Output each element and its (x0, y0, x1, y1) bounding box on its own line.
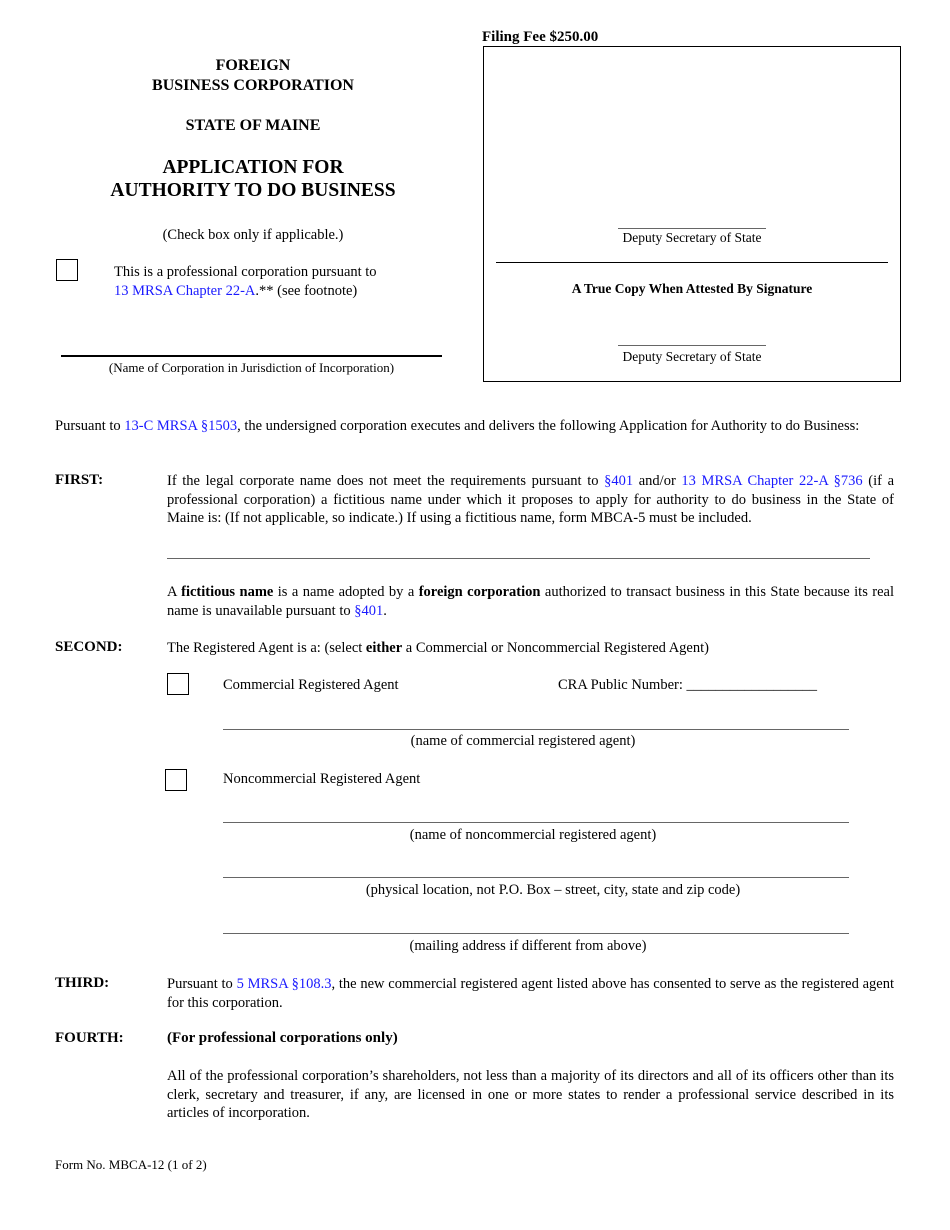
fourth-paragraph: All of the professional corporation’s shareholders, not less than a majority of its directors and all of its officers other than its clerk, secretary and treasurer, if any, are licensed in one or more states to render a professional service described in its articles of incorporation. (167, 1068, 894, 1121)
second-bold: either (365, 640, 403, 656)
intro-pre: Pursuant to (55, 418, 125, 434)
third-label: THIRD: (55, 975, 110, 991)
fict-text-3: authorized to transact business in this State because its real name is unavailable pursuant to (167, 584, 895, 619)
title-business-corporation: BUSINESS CORPORATION (152, 77, 354, 94)
intro-post: , the undersigned corporation executes and delivers the following Application for Authority to do Business: (237, 418, 860, 434)
noncommercial-agent-name-line[interactable] (223, 822, 849, 823)
commercial-agent-label: Commercial Registered Agent (223, 677, 399, 693)
deputy-signature-line-2 (618, 345, 766, 346)
fictitious-definition (167, 583, 894, 620)
mailing-address-caption: (mailing address if different from above) (409, 938, 647, 954)
corporation-name-caption: (Name of Corporation in Jurisdiction of Incorporation) (108, 360, 395, 375)
chapter-22a-link-2[interactable]: 13 MRSA Chapter 22-A (681, 473, 828, 489)
third-text-1: Pursuant to (167, 976, 237, 992)
second-label: SECOND: (55, 639, 123, 655)
first-paragraph (167, 472, 894, 528)
fourth-label: FOURTH: (55, 1030, 124, 1046)
noncommercial-agent-label: Noncommercial Registered Agent (223, 771, 421, 787)
chapter-22a-link[interactable]: 13 MRSA Chapter 22-A (114, 283, 256, 299)
deputy-label-2: Deputy Secretary of State (622, 349, 762, 364)
fict-text-1: A (167, 584, 182, 600)
professional-corp-footnote: .** (see footnote) (255, 283, 358, 299)
third-paragraph (167, 975, 894, 1012)
noncommercial-agent-checkbox[interactable] (165, 769, 187, 791)
title-state: STATE OF MAINE (185, 117, 321, 134)
title-foreign: FOREIGN (215, 57, 291, 74)
deputy-label-1: Deputy Secretary of State (622, 230, 762, 245)
fict-bold-2: foreign corporation (418, 584, 541, 600)
fict-text-4: . (383, 602, 387, 619)
second-paragraph (167, 639, 894, 658)
noncommercial-agent-caption: (name of noncommercial registered agent) (409, 827, 657, 843)
physical-location-line[interactable] (223, 877, 849, 878)
first-text-1: If the legal corporate name does not meet the requirements pursuant to (167, 473, 605, 489)
check-note: (Check box only if applicable.) (162, 227, 344, 243)
fourth-heading: (For professional corporations only) (167, 1030, 398, 1046)
third-text-2: , the new commercial registered agent listed above has consented to serve as the registered agent for this corporation. (167, 976, 894, 1011)
physical-location-caption: (physical location, not P.O. Box – street, city, state and zip code) (365, 882, 741, 898)
form-number: Form No. MBCA-12 (1 of 2) (55, 1157, 207, 1172)
cra-public-number[interactable]: CRA Public Number: __________________ (558, 677, 817, 693)
commercial-agent-caption: (name of commercial registered agent) (410, 733, 636, 749)
filing-box-divider (496, 262, 888, 263)
commercial-agent-checkbox[interactable] (167, 673, 189, 695)
title-authority: AUTHORITY TO DO BUSINESS (110, 180, 396, 201)
section-108-3-link[interactable]: 5 MRSA §108.3 (236, 976, 332, 992)
filing-fee: Filing Fee $250.00 (482, 29, 599, 45)
fict-bold-1: fictitious name (181, 584, 274, 600)
second-text-1: The Registered Agent is a: (select (167, 640, 366, 656)
commercial-agent-name-line[interactable] (223, 729, 849, 730)
first-text-3: (if a professional corporation) a fictitious name under which it proposes to apply for authority to do business in the State of Maine is: (If not applicable, so indicate.) If using a fictitious name, form MBCA-5 must be included. (167, 473, 895, 526)
first-text-2: and/or (633, 473, 682, 489)
true-copy-label: A True Copy When Attested By Signature (571, 281, 813, 296)
corporation-name-line[interactable] (61, 355, 442, 357)
professional-corp-line1: This is a professional corporation pursuant to (114, 264, 377, 280)
first-label: FIRST: (55, 472, 104, 488)
filing-box (483, 46, 901, 382)
fict-text-2: is a name adopted by a (273, 584, 419, 600)
mailing-address-line[interactable] (223, 933, 849, 934)
intro-paragraph (55, 417, 905, 436)
professional-corp-text (114, 263, 377, 301)
section-401-link-2[interactable]: §401 (354, 602, 384, 619)
professional-corp-checkbox[interactable] (56, 259, 78, 281)
deputy-signature-line-1 (618, 228, 766, 229)
section-401-link[interactable]: §401 (604, 473, 634, 489)
title-application: APPLICATION FOR (162, 157, 344, 178)
section-1503-link[interactable]: 13-C MRSA §1503 (124, 418, 238, 434)
section-736-link[interactable]: §736 (833, 473, 863, 489)
second-text-2: a Commercial or Noncommercial Registered Agent) (402, 640, 709, 656)
fictitious-name-line[interactable] (167, 558, 870, 559)
